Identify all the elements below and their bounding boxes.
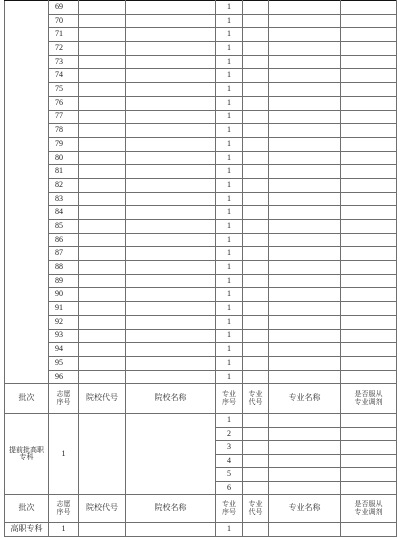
table-row (5, 192, 397, 206)
major-code-cell[interactable] (243, 454, 269, 468)
adjust-cell[interactable] (341, 55, 397, 69)
major-seq-cell: 1 (216, 110, 243, 124)
major-seq-cell: 6 (216, 481, 243, 495)
major-code-cell[interactable] (243, 1, 269, 15)
major-code-cell[interactable] (243, 96, 269, 110)
major-seq-cell: 1 (216, 55, 243, 69)
wish-number: 91 (49, 302, 79, 316)
adjust-cell[interactable] (341, 192, 397, 206)
school-name-cell[interactable] (126, 274, 216, 288)
major-name-cell[interactable] (269, 427, 341, 441)
major-code-cell[interactable] (243, 55, 269, 69)
major-code-cell[interactable] (243, 261, 269, 275)
major-seq-cell: 1 (216, 83, 243, 97)
major-seq-cell: 1 (216, 178, 243, 192)
table-row (5, 55, 397, 69)
early-batch-section (5, 414, 397, 495)
adjust-cell[interactable] (341, 178, 397, 192)
wish-number: 79 (49, 137, 79, 151)
major-code-cell[interactable] (243, 110, 269, 124)
table-row (5, 220, 397, 234)
table-row (5, 329, 397, 343)
major-name-cell[interactable] (269, 261, 341, 275)
major-seq-cell: 3 (216, 441, 243, 455)
major-code-cell[interactable] (243, 137, 269, 151)
major-seq-cell: 1 (216, 414, 243, 428)
adjust-cell[interactable] (341, 124, 397, 138)
early-wish-no: 1 (49, 414, 79, 495)
major-name-cell[interactable] (269, 356, 341, 370)
major-code-cell[interactable] (243, 315, 269, 329)
wish-number: 72 (49, 42, 79, 56)
school-name-cell[interactable] (126, 14, 216, 28)
major-code-cell[interactable] (243, 233, 269, 247)
adjust-cell[interactable] (341, 261, 397, 275)
table-row (5, 288, 397, 302)
school-code-cell[interactable] (79, 247, 126, 261)
major-seq-cell: 4 (216, 454, 243, 468)
volunteer-form-table (4, 0, 397, 537)
major-name-cell[interactable] (269, 42, 341, 56)
major-seq-cell: 1 (216, 315, 243, 329)
major-code-cell[interactable] (243, 343, 269, 357)
school-code-cell[interactable] (79, 356, 126, 370)
adjust-cell[interactable] (341, 28, 397, 42)
major-code-cell[interactable] (243, 288, 269, 302)
major-code-cell[interactable] (243, 414, 269, 428)
major-code-header: 专业 代号 (243, 384, 269, 414)
wish-number: 94 (49, 343, 79, 357)
adjust-cell[interactable] (341, 274, 397, 288)
major-code-cell[interactable] (243, 14, 269, 28)
wish-number: 73 (49, 55, 79, 69)
table-row (5, 110, 397, 124)
adjust-cell[interactable] (341, 315, 397, 329)
school-name-cell[interactable] (126, 110, 216, 124)
major-name-cell[interactable] (269, 151, 341, 165)
major-code-cell[interactable] (243, 302, 269, 316)
major-code-cell[interactable] (243, 42, 269, 56)
school-name-cell[interactable] (126, 343, 216, 357)
wish-number: 87 (49, 247, 79, 261)
school-code-cell[interactable] (79, 302, 126, 316)
major-name-cell[interactable] (269, 343, 341, 357)
major-name-cell[interactable] (269, 83, 341, 97)
major-code-cell[interactable] (243, 247, 269, 261)
batch-header: 批次 (5, 384, 49, 414)
wish-number: 80 (49, 151, 79, 165)
school-code-cell[interactable] (79, 329, 126, 343)
table-row (5, 302, 397, 316)
school-name-cell[interactable] (126, 356, 216, 370)
school-code-cell[interactable] (79, 192, 126, 206)
adjust-cell[interactable] (341, 329, 397, 343)
vocational-batch-label: 高职专科 (5, 523, 49, 537)
major-code-cell[interactable] (243, 481, 269, 495)
school-name-header-2: 院校名称 (126, 495, 216, 523)
school-name-cell[interactable] (126, 1, 216, 15)
school-name-cell[interactable] (126, 370, 216, 384)
major-seq-cell: 1 (216, 206, 243, 220)
major-code-cell[interactable] (243, 206, 269, 220)
wish-number: 92 (49, 315, 79, 329)
major-seq-cell: 2 (216, 427, 243, 441)
major-code-cell[interactable] (243, 427, 269, 441)
major-name-cell[interactable] (269, 165, 341, 179)
major-code-cell[interactable] (243, 69, 269, 83)
table-row (5, 124, 397, 138)
wish-number: 89 (49, 274, 79, 288)
major-seq-cell: 1 (216, 69, 243, 83)
adjust-cell[interactable] (341, 1, 397, 15)
major-code-cell[interactable] (243, 468, 269, 482)
adjust-cell[interactable] (341, 356, 397, 370)
header-row-2 (5, 495, 397, 537)
school-code-cell[interactable] (79, 110, 126, 124)
major-name-cell[interactable] (269, 414, 341, 428)
table-row (5, 178, 397, 192)
major-code-cell[interactable] (243, 441, 269, 455)
adjust-cell[interactable] (341, 247, 397, 261)
wish-number: 86 (49, 233, 79, 247)
table-row (5, 261, 397, 275)
school-name-header: 院校名称 (126, 384, 216, 414)
school-name-cell[interactable] (126, 137, 216, 151)
vocational-wish-no: 1 (49, 523, 79, 537)
major-name-cell[interactable] (269, 220, 341, 234)
major-code-cell[interactable] (243, 178, 269, 192)
school-name-cell[interactable] (126, 192, 216, 206)
adjust-cell[interactable] (341, 302, 397, 316)
school-code-cell[interactable] (79, 274, 126, 288)
school-name-cell[interactable] (126, 220, 216, 234)
adjust-cell[interactable] (341, 441, 397, 455)
school-code-cell[interactable] (79, 96, 126, 110)
major-name-cell[interactable] (269, 441, 341, 455)
major-code-cell[interactable] (243, 370, 269, 384)
major-seq-cell: 1 (216, 137, 243, 151)
major-name-cell[interactable] (269, 137, 341, 151)
table-row (5, 14, 397, 28)
table-row (5, 151, 397, 165)
adjust-cell[interactable] (341, 288, 397, 302)
major-seq-cell: 1 (216, 233, 243, 247)
school-code-header: 院校代号 (79, 384, 126, 414)
major-seq-cell: 1 (216, 356, 243, 370)
adjust-cell[interactable] (341, 454, 397, 468)
adjust-cell[interactable] (341, 165, 397, 179)
major-seq-cell: 1 (216, 220, 243, 234)
major-code-cell[interactable] (243, 28, 269, 42)
major-seq-cell: 1 (216, 274, 243, 288)
major-name-cell[interactable] (269, 233, 341, 247)
adjust-cell[interactable] (341, 151, 397, 165)
major-seq-cell: 1 (216, 124, 243, 138)
table-row (5, 343, 397, 357)
major-code-cell[interactable] (243, 192, 269, 206)
major-name-cell[interactable] (269, 55, 341, 69)
wish-number: 78 (49, 124, 79, 138)
major-seq-cell: 1 (216, 1, 243, 15)
major-seq-cell: 1 (216, 288, 243, 302)
school-code-cell[interactable] (79, 151, 126, 165)
adjust-cell[interactable] (341, 414, 397, 428)
table-row (5, 247, 397, 261)
adjust-cell[interactable] (341, 206, 397, 220)
major-name-header-2: 专业名称 (269, 495, 341, 523)
table-row (5, 1, 397, 15)
wish-number: 88 (49, 261, 79, 275)
adjust-cell[interactable] (341, 42, 397, 56)
school-code-header-2: 院校代号 (79, 495, 126, 523)
adjust-cell[interactable] (341, 427, 397, 441)
school-code-cell[interactable] (79, 233, 126, 247)
school-name-cell[interactable] (126, 261, 216, 275)
school-name-cell[interactable] (126, 523, 216, 537)
major-name-cell[interactable] (269, 124, 341, 138)
major-seq-cell: 1 (216, 329, 243, 343)
school-name-cell[interactable] (126, 302, 216, 316)
school-code-cell[interactable] (79, 261, 126, 275)
major-seq-cell: 1 (216, 28, 243, 42)
early-batch-label: 提前批高职 专科 (5, 414, 49, 495)
adjust-cell[interactable] (341, 370, 397, 384)
table-row (5, 96, 397, 110)
major-code-cell[interactable] (243, 523, 269, 537)
adjust-cell[interactable] (341, 468, 397, 482)
batch-cell (5, 1, 49, 384)
wish-number: 69 (49, 1, 79, 15)
school-code-cell[interactable] (79, 14, 126, 28)
wish-number: 85 (49, 220, 79, 234)
school-name-cell[interactable] (126, 233, 216, 247)
school-name-cell[interactable] (126, 151, 216, 165)
major-name-cell[interactable] (269, 274, 341, 288)
major-seq-cell: 1 (216, 192, 243, 206)
table-row (5, 356, 397, 370)
wish-number: 70 (49, 14, 79, 28)
school-code-cell[interactable] (79, 1, 126, 15)
school-code-cell[interactable] (79, 28, 126, 42)
adjust-cell[interactable] (341, 481, 397, 495)
major-seq-cell: 1 (216, 302, 243, 316)
table-row (5, 69, 397, 83)
adjust-cell[interactable] (341, 220, 397, 234)
school-name-cell[interactable] (126, 288, 216, 302)
table-row (5, 315, 397, 329)
major-seq-cell: 1 (216, 370, 243, 384)
adjust-cell[interactable] (341, 137, 397, 151)
wish-number: 77 (49, 110, 79, 124)
major-seq-cell: 1 (216, 96, 243, 110)
wish-number: 75 (49, 83, 79, 97)
school-code-cell[interactable] (79, 288, 126, 302)
school-code-cell[interactable] (79, 220, 126, 234)
school-name-cell[interactable] (126, 55, 216, 69)
school-name-cell[interactable] (126, 165, 216, 179)
adjust-cell[interactable] (341, 233, 397, 247)
major-seq-cell: 1 (216, 261, 243, 275)
major-name-cell[interactable] (269, 288, 341, 302)
school-code-cell[interactable] (79, 69, 126, 83)
major-name-cell[interactable] (269, 14, 341, 28)
school-name-cell[interactable] (126, 329, 216, 343)
major-name-cell[interactable] (269, 302, 341, 316)
table-row (5, 206, 397, 220)
school-code-cell[interactable] (79, 83, 126, 97)
batch-header-2: 批次 (5, 495, 49, 523)
vocational-major-seq: 1 (216, 523, 243, 537)
school-name-cell[interactable] (126, 42, 216, 56)
wish-number: 96 (49, 370, 79, 384)
wish-number: 84 (49, 206, 79, 220)
table-row (5, 274, 397, 288)
wish-seq-header-2: 志愿 序号 (49, 495, 79, 523)
school-code-cell[interactable] (79, 165, 126, 179)
major-name-cell[interactable] (269, 110, 341, 124)
major-name-cell[interactable] (269, 523, 341, 537)
table-row (5, 137, 397, 151)
major-name-cell[interactable] (269, 96, 341, 110)
wish-number: 82 (49, 178, 79, 192)
adjust-cell[interactable] (341, 14, 397, 28)
major-name-cell[interactable] (269, 315, 341, 329)
table-row (5, 28, 397, 42)
school-code-cell[interactable] (79, 206, 126, 220)
header-row-1 (5, 384, 397, 414)
major-name-cell[interactable] (269, 329, 341, 343)
school-name-cell[interactable] (126, 69, 216, 83)
wish-number: 93 (49, 329, 79, 343)
major-seq-header-2: 专业 序号 (216, 495, 243, 523)
school-code-cell[interactable] (79, 343, 126, 357)
major-code-cell[interactable] (243, 274, 269, 288)
school-code-cell[interactable] (79, 315, 126, 329)
major-code-cell[interactable] (243, 124, 269, 138)
major-seq-cell: 1 (216, 42, 243, 56)
main-rows (5, 1, 397, 384)
school-code-cell[interactable] (79, 42, 126, 56)
wish-number: 81 (49, 165, 79, 179)
major-seq-cell: 1 (216, 343, 243, 357)
major-name-cell[interactable] (269, 247, 341, 261)
school-name-cell[interactable] (126, 28, 216, 42)
wish-number: 95 (49, 356, 79, 370)
major-name-cell[interactable] (269, 481, 341, 495)
major-name-cell[interactable] (269, 178, 341, 192)
table-row (5, 83, 397, 97)
major-code-cell[interactable] (243, 151, 269, 165)
school-name-cell[interactable] (126, 96, 216, 110)
major-name-cell[interactable] (269, 192, 341, 206)
adjust-cell[interactable] (341, 69, 397, 83)
adjust-header-2: 是否服从 专业调剂 (341, 495, 397, 523)
school-code-cell[interactable] (79, 178, 126, 192)
wish-number: 83 (49, 192, 79, 206)
school-name-cell[interactable] (126, 315, 216, 329)
wish-number: 90 (49, 288, 79, 302)
adjust-cell[interactable] (341, 96, 397, 110)
school-code-cell[interactable] (79, 55, 126, 69)
school-name-cell[interactable] (126, 83, 216, 97)
school-code-cell[interactable] (79, 414, 126, 495)
major-name-cell[interactable] (269, 370, 341, 384)
major-name-cell[interactable] (269, 1, 341, 15)
major-name-cell[interactable] (269, 69, 341, 83)
major-name-cell[interactable] (269, 468, 341, 482)
school-code-cell[interactable] (79, 370, 126, 384)
major-seq-cell: 5 (216, 468, 243, 482)
major-name-cell[interactable] (269, 454, 341, 468)
table-row (5, 42, 397, 56)
major-seq-cell: 1 (216, 165, 243, 179)
major-seq-cell: 1 (216, 151, 243, 165)
adjust-cell[interactable] (341, 110, 397, 124)
school-code-cell[interactable] (79, 523, 126, 537)
table-row (5, 165, 397, 179)
school-name-cell[interactable] (126, 247, 216, 261)
major-code-cell[interactable] (243, 165, 269, 179)
school-name-cell[interactable] (126, 124, 216, 138)
wish-number: 74 (49, 69, 79, 83)
wish-number: 76 (49, 96, 79, 110)
major-name-cell[interactable] (269, 28, 341, 42)
school-name-cell[interactable] (126, 414, 216, 495)
major-name-header: 专业名称 (269, 384, 341, 414)
wish-number: 71 (49, 28, 79, 42)
adjust-cell[interactable] (341, 523, 397, 537)
major-code-cell[interactable] (243, 220, 269, 234)
major-name-cell[interactable] (269, 206, 341, 220)
school-code-cell[interactable] (79, 124, 126, 138)
adjust-header: 是否服从 专业调剂 (341, 384, 397, 414)
school-name-cell[interactable] (126, 178, 216, 192)
school-code-cell[interactable] (79, 137, 126, 151)
table-row (5, 370, 397, 384)
major-code-cell[interactable] (243, 83, 269, 97)
major-seq-header: 专业 序号 (216, 384, 243, 414)
major-code-header-2: 专业 代号 (243, 495, 269, 523)
table-row (5, 233, 397, 247)
wish-seq-header: 志愿 序号 (49, 384, 79, 414)
adjust-cell[interactable] (341, 343, 397, 357)
major-seq-cell: 1 (216, 14, 243, 28)
major-code-cell[interactable] (243, 329, 269, 343)
major-code-cell[interactable] (243, 356, 269, 370)
school-name-cell[interactable] (126, 206, 216, 220)
table-row (5, 414, 397, 428)
adjust-cell[interactable] (341, 83, 397, 97)
major-seq-cell: 1 (216, 247, 243, 261)
